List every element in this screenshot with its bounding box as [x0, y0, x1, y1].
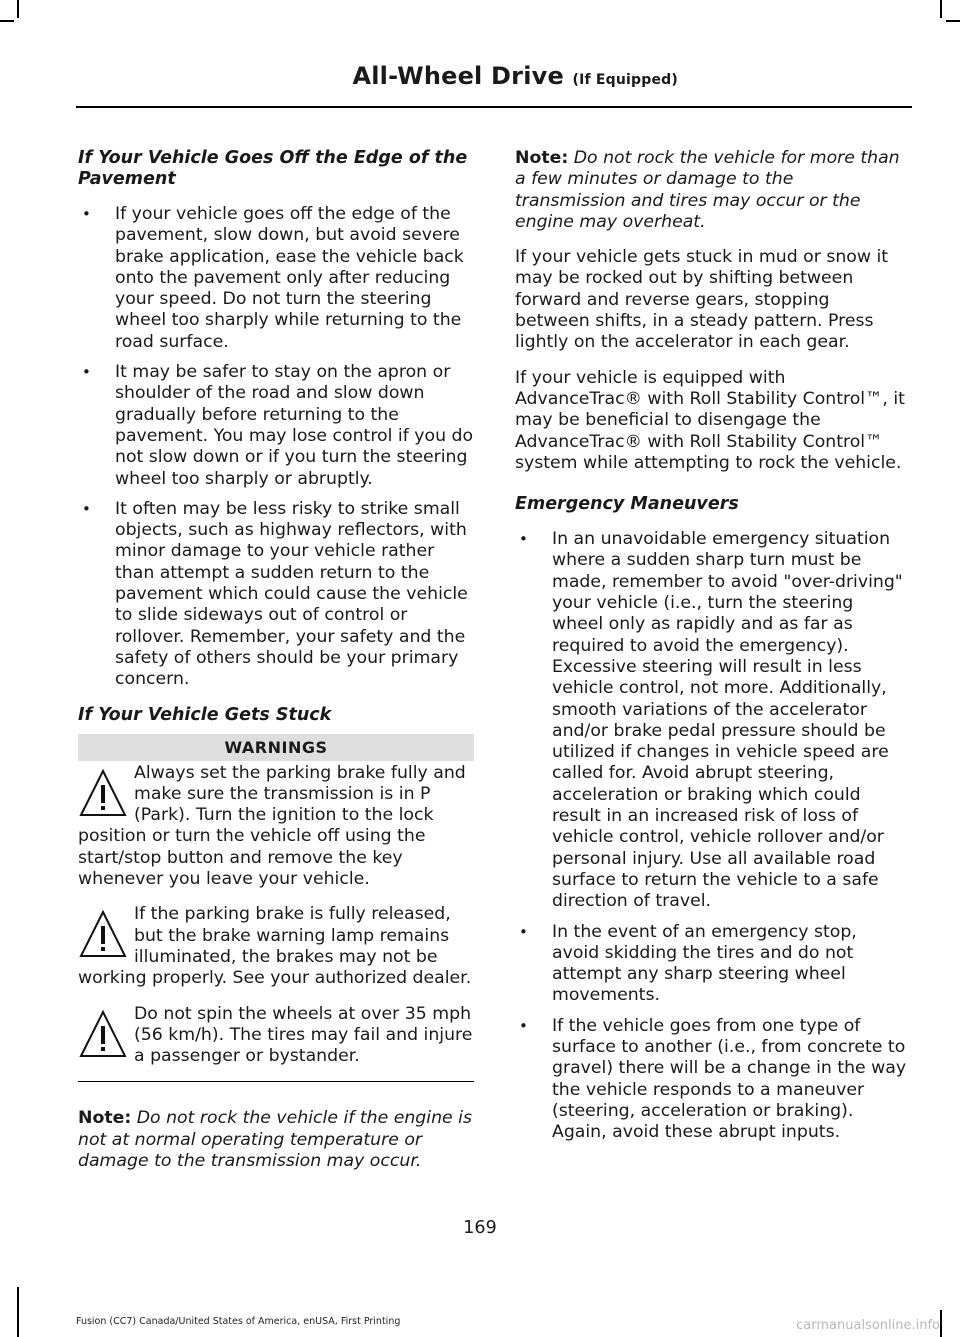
list-item: • It often may be less risky to strike small objects, such as highway reflectors, with minor damage to your vehicle rather than attempt a sudden return to the pavement which could cause the vehicle to slide sideways out of control or rollover. Remember, your safety and the safety of others should be your primary concern. [78, 499, 474, 691]
list-item: • In an unavoidable emergency situation where a sudden sharp turn must be made, remember to avoid "over-driving" your vehicle (i.e., turn the steering wheel only as rapidly and as far as required to avoid the emergency). Excessive steering will result in less vehicle control, not more. Additionally, smooth variations of the accelerator and/or brake pedal pressure should be utilized if changes in vehicle speed are called for. Avoid abrupt steering, acceleration or braking which could result in an increased risk of loss of vehicle control, vehicle rollover and/or personal injury. Use all available road surface to return the vehicle to a safe direction of travel. [515, 529, 907, 912]
warning-triangle-icon [78, 1006, 128, 1062]
crop-mark [17, 1287, 19, 1337]
crop-mark [940, 0, 942, 18]
warning-item [78, 763, 474, 891]
crop-mark [0, 20, 14, 22]
crop-mark [940, 1310, 942, 1337]
list-item: • If the vehicle goes from one type of surface to another (i.e., from concrete to gravel) there will be a change in the way the vehicle responds to a maneuver (steering, acceleration or braking). Again, avoid these abrupt inputs. [515, 1016, 907, 1144]
paragraph-advancetrac: If your vehicle is equipped with AdvanceTrac® with Roll Stability Control™, it may be beneficial to disengage the AdvanceTrac® with Roll Stability Control™ system while attempting to rock the vehicle. [515, 367, 905, 473]
warnings-title: WARNINGS [78, 734, 474, 761]
warning-item [78, 904, 474, 989]
page-header-title [352, 62, 678, 90]
warnings-box [78, 734, 474, 1083]
list-item: • If your vehicle goes off the edge of the pavement, slow down, but avoid severe brake application, ease the vehicle back onto the pavement only after reducing your speed. Do not turn the steering wheel too sharply while returning to the road surface. [78, 204, 474, 353]
list-item: • In the event of an emergency stop, avoid skidding the tires and do not attempt any sharp steering wheel movements. [515, 922, 907, 1007]
note-text: Do not rock the vehicle if the engine is not at normal operating temperature or damage to the transmission may occur. [78, 1108, 472, 1171]
right-column [515, 148, 907, 1157]
list-item: • It may be safer to stay on the apron or shoulder of the road and slow down gradually before returning to the pavement. You may lose control if you do not slow down or if you turn the steering wheel too sharply or abruptly. [78, 362, 474, 490]
note-text: Do not rock the vehicle for more than a few minutes or damage to the transmission and tires may occur or the engine may overheat. [515, 148, 900, 232]
warning-text: Do not spin the wheels at over 35 mph (56 km/h). The tires may fail and injure a passenger or bystander. [134, 1003, 473, 1067]
warning-triangle-icon [78, 906, 128, 962]
watermark: carmanualsonline.info [796, 1318, 940, 1333]
header-title-text: All-Wheel Drive [352, 62, 564, 90]
footer-printing-info: Fusion (CC7) Canada/United States of America, enUSA, First Printing [76, 1316, 401, 1327]
warnings-bottom-rule [78, 1081, 474, 1082]
section-heading-off-pavement: If Your Vehicle Goes Off the Edge of the Pavement [78, 148, 468, 189]
note-rocking-duration [515, 148, 907, 233]
page-number: 169 [463, 1218, 497, 1238]
note-label: Note: [78, 1108, 132, 1129]
left-column [78, 148, 474, 1186]
note-label: Note: [515, 148, 569, 168]
warning-text: Always set the parking brake fully and make sure the transmission is in P (Park). Turn the ignition to the lock position or turn the vehicle off using the start/stop button and remove the key whenever you leave your vehicle. [78, 762, 466, 890]
crop-mark [17, 0, 19, 18]
warning-item [78, 1004, 474, 1068]
warning-triangle-icon [78, 765, 128, 821]
header-rule [76, 106, 912, 108]
emergency-list [515, 529, 907, 1143]
paragraph-rocking: If your vehicle gets stuck in mud or snow it may be rocked out by shifting between forward and reverse gears, stopping between shifts, in a steady pattern. Press lightly on the accelerator in each gear. [515, 247, 889, 353]
header-subtitle: (If Equipped) [572, 72, 678, 88]
warning-text: If the parking brake is fully released, but the brake warning lamp remains illuminated, the brakes may not be working properly. See your authorized dealer. [78, 904, 472, 989]
section-heading-emergency: Emergency Maneuvers [515, 494, 739, 515]
crop-mark [946, 20, 960, 22]
off-pavement-list [78, 204, 474, 691]
section-heading-stuck: If Your Vehicle Gets Stuck [78, 704, 332, 725]
note-engine-temperature [78, 1108, 474, 1172]
